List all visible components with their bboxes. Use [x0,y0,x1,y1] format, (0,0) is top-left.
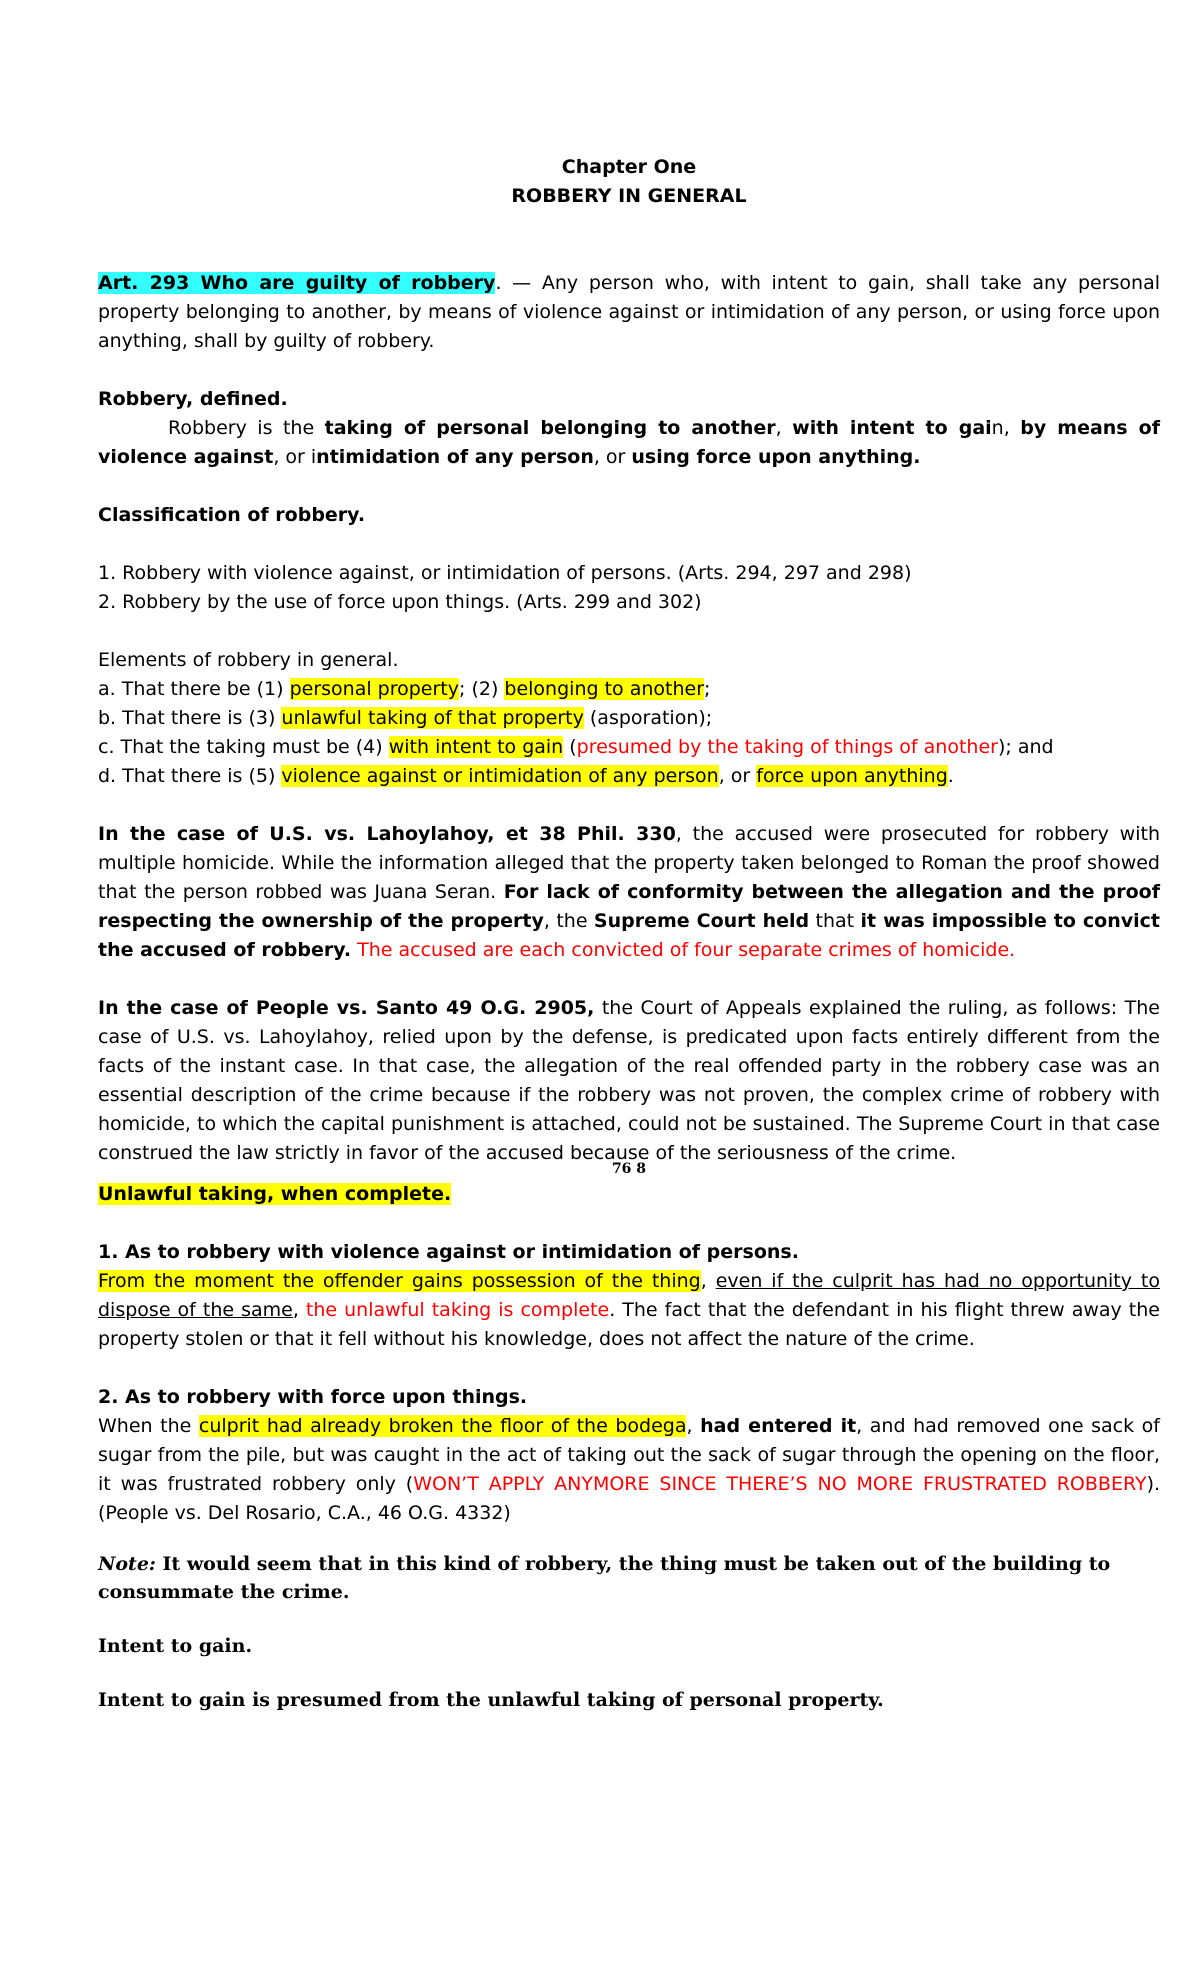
note-paragraph: Note: It would seem that in this kind of robbery, the thing must be taken out of the building to consummate the crime. [98,1553,1111,1603]
chapter-label: Chapter One [561,156,697,178]
article-label: Art. 293 Who are guilty of robbery [98,272,496,294]
subsection-1-heading: 1. As to robbery with violence against or intimidation of persons. [98,1241,799,1263]
definition-heading: Robbery, defined. [98,388,288,410]
article-293: Art. 293 Who are guilty of robbery. — Any person who, with intent to gain, shall take any personal property belonging to another, by means of violence against or intimidation of any person, or using force upon anything, shall by guilty of robbery. [98,272,1160,352]
intent-text: Intent to gain is presumed from the unlawful taking of personal property. [98,1689,884,1711]
intent-heading: Intent to gain. [98,1635,253,1657]
classification-item: 1. Robbery with violence against, or intimidation of persons. (Arts. 294, 297 and 298) [98,562,912,584]
elements-heading: Elements of robbery in general. [98,649,399,671]
page-number: 76 8 [611,1161,647,1177]
element-a: a. That there be (1) personal property; (2) belonging to another; [98,678,711,700]
element-b: b. That there is (3) unlawful taking of that property (asporation); [98,707,713,729]
classification-heading: Classification of robbery. [98,504,366,526]
subsection-2-text: When the culprit had already broken the floor of the bodega, had entered it, and had removed one sack of sugar from the pile, but was caught in the act of taking out the sack of sugar through the opening on the floor, it was frustrated robbery only (WON’T APPLY ANYMORE SINCE THERE’S NO MORE FRUSTRATED ROBBERY). (People vs. Del Rosario, C.A., 46 O.G. 4332) [98,1415,1161,1524]
case-santo: In the case of People vs. Santo 49 O.G. 2905, the Court of Appeals explained the ruling, as follows: The case of U.S. vs. Lahoylahoy, relied upon by the defense, is predicated upon facts entirely different from the facts of the instant case. In that case, the allegation of the real offended party in the robbery case was an essential description of the crime because if the robbery was not proven, the complex crime of robbery with homicide, to which the capital punishment is attached, could not be sustained. The Supreme Court in that case construed the law strictly in favor of the accused because of the seriousness of the crime. [98,997,1160,1164]
element-c: c. That the taking must be (4) with intent to gain (presumed by the taking of things of another); and [98,736,1054,758]
subsection-2-heading: 2. As to robbery with force upon things. [98,1386,528,1408]
chapter-title: ROBBERY IN GENERAL [511,185,747,207]
element-d: d. That there is (5) violence against or intimidation of any person, or force upon anything. [98,765,954,787]
definition-text: Robbery is the taking of personal belonging to another, with intent to gain, by means of violence against, or intimidation of any person, or using force upon anything. [98,417,1160,468]
case-lahoylahoy: In the case of U.S. vs. Lahoylahoy, et 38 Phil. 330, the accused were prosecuted for robbery with multiple homicide. While the information alleged that the property taken belonged to Roman the proof showed that the person robbed was Juana Seran. For lack of conformity between the allegation and the proof respecting the ownership of the property, the Supreme Court held that it was impossible to convict the accused of robbery. The accused are each convicted of four separate crimes of homicide. [98,823,1160,961]
classification-item: 2. Robbery by the use of force upon things. (Arts. 299 and 302) [98,591,702,613]
subsection-1-text: From the moment the offender gains possession of the thing, even if the culprit has had no opportunity to dispose of the same, the unlawful taking is complete. The fact that the defendant in his flight threw away the property stolen or that it fell without his knowledge, does not affect the nature of the crime. [98,1270,1160,1350]
unlawful-heading: Unlawful taking, when complete. [98,1183,452,1205]
